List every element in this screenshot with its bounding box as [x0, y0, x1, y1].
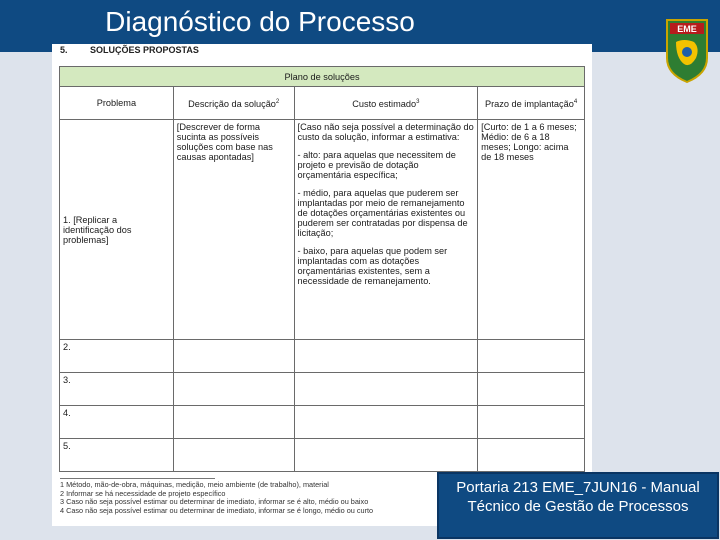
table-caption: Plano de soluções — [60, 67, 585, 87]
cost-alto: - alto: para aquelas que necessitem de projeto e previsão de dotação orçamentária específica; — [297, 150, 456, 180]
footnotes — [60, 481, 440, 515]
table-row — [60, 439, 585, 472]
portaria-reference-box: Portaria 213 EME_7JUN16 - Manual Técnico de Gestão de Processos — [437, 472, 719, 539]
table-row — [60, 120, 585, 340]
emblem-label: EME — [677, 24, 697, 34]
row-number: 3. — [60, 373, 174, 406]
section-title: SOLUÇÕES PROPOSTAS — [90, 45, 199, 55]
slide-title: Diagnóstico do Processo — [105, 6, 415, 37]
footnote: 3 Caso não seja possível estimar ou determinar de imediato, informar se é alto, médio ou baixo — [60, 498, 369, 507]
section-number: 5. — [60, 45, 68, 55]
header-custo: Custo estimado$^3$ — [294, 87, 478, 120]
footnote-divider — [60, 478, 215, 479]
table-row — [60, 406, 585, 439]
footnote: 2 Informar se há necessidade de projeto específico — [60, 489, 226, 498]
header-prazo: Prazo de implantação$^4$ — [478, 87, 585, 120]
footnote: 4 Caso não seja possível estimar ou determinar de imediato, informar se é longo, médio ou curto — [60, 506, 374, 515]
header-problema: Problema — [60, 87, 174, 120]
row-number: 2. — [60, 340, 174, 373]
problem-cell: 1. [Replicar a identificação dos problemas] — [60, 120, 174, 340]
eme-shield-icon — [664, 18, 710, 84]
row-number: 4. — [60, 406, 174, 439]
deadline-cell: [Curto: de 1 a 6 meses; Médio: de 6 a 18 meses; Longo: acima de 18 meses — [478, 120, 585, 340]
section-heading — [60, 45, 199, 55]
row-number: 5. — [60, 439, 174, 472]
cost-medio: - médio, para aquelas que puderem ser implantadas por meio de remanejamento de dotações orçamentárias existentes ou puderem ser contratadas por dispensa de licitação; — [297, 188, 468, 238]
cost-cell — [294, 120, 478, 340]
table-row — [60, 340, 585, 373]
footnote: 1 Método, mão-de-obra, máquinas, medição, meio ambiente (de trabalho), material — [60, 481, 329, 489]
solutions-table — [59, 66, 585, 472]
table-header-row — [60, 87, 585, 120]
table-row — [60, 373, 585, 406]
cost-intro: [Caso não seja possível a determinação do custo da solução, informar a estimativa: — [297, 122, 474, 142]
header-descricao: Descrição da solução$^2$ — [173, 87, 294, 120]
cost-baixo: - baixo, para aquelas que podem ser implantadas com as dotações orçamentárias existentes, sem a necessidade de remanejamento. — [297, 246, 448, 286]
solution-cell: [Descrever de forma sucinta as possíveis soluções com base nas causas apontadas] — [173, 120, 294, 340]
